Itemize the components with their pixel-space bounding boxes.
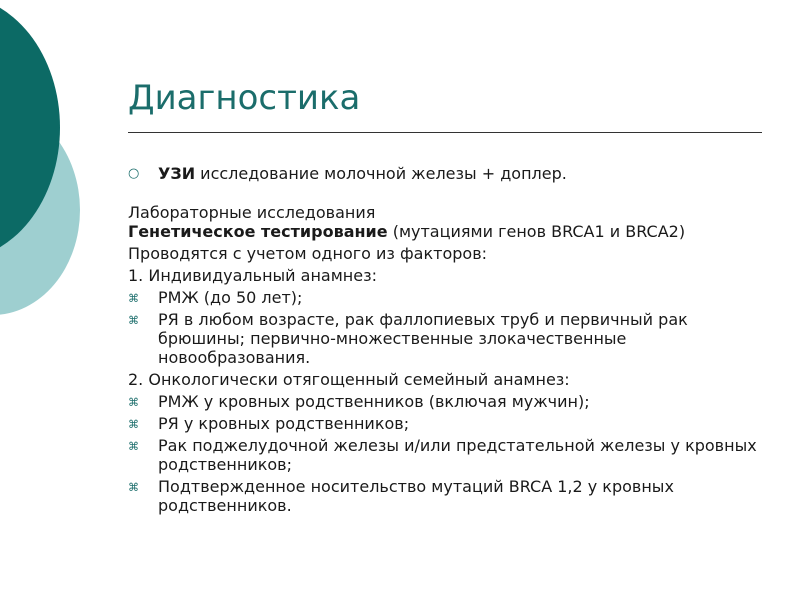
sub-bullet-2c [128, 436, 758, 474]
bullet-uzi [128, 164, 758, 183]
sub-bullet-text: Рак поджелудочной железы и/или предстательной железы у кровных родственников; [158, 436, 757, 474]
sub-bullet-icon: ⌘ [128, 440, 139, 453]
sub-bullet-icon: ⌘ [128, 481, 139, 494]
genetic-text: (мутациями генов BRCA1 и BRCA2) [387, 222, 686, 241]
sub-bullet-text: Подтвержденное носительство мутаций BRCA 1,2 у кровных родственников. [158, 477, 674, 515]
sub-bullet-1b [128, 310, 758, 367]
title-divider [128, 132, 762, 133]
anamnesis-individual-heading: 1. Индивидуальный анамнез: [128, 266, 377, 285]
sub-bullet-text: РМЖ у кровных родственников (включая мужчин); [158, 392, 590, 411]
slide-title: Диагностика [128, 78, 361, 118]
sub-bullet-icon: ⌘ [128, 418, 139, 431]
sub-bullet-1a [128, 288, 758, 307]
sub-bullet-2a [128, 392, 758, 411]
lab-tests-line: Лабораторные исследования [128, 203, 376, 222]
sub-bullet-icon: ⌘ [128, 396, 139, 409]
circle-bullet-icon: ○ [128, 166, 140, 181]
sub-bullet-text: РМЖ (до 50 лет); [158, 288, 303, 307]
sub-bullet-2b [128, 414, 758, 433]
uzi-text: исследование молочной железы + доплер. [195, 164, 567, 183]
sub-bullet-icon: ⌘ [128, 292, 139, 305]
genetic-bold-text: Генетическое тестирование [128, 222, 388, 241]
sub-bullet-text: РЯ у кровных родственников; [158, 414, 410, 433]
genetic-testing-line [128, 222, 758, 241]
factors-line: Проводятся с учетом одного из факторов: [128, 244, 488, 263]
sub-bullet-icon: ⌘ [128, 314, 139, 327]
sub-bullet-2d [128, 477, 758, 515]
uzi-bold-text: УЗИ [158, 164, 196, 183]
slide-content [128, 164, 758, 515]
anamnesis-family-heading: 2. Онкологически отягощенный семейный анамнез: [128, 370, 570, 389]
sub-bullet-text: РЯ в любом возрасте, рак фаллопиевых труб и первичный рак брюшины; первично-множественные злокачественные новообразования. [158, 310, 688, 367]
